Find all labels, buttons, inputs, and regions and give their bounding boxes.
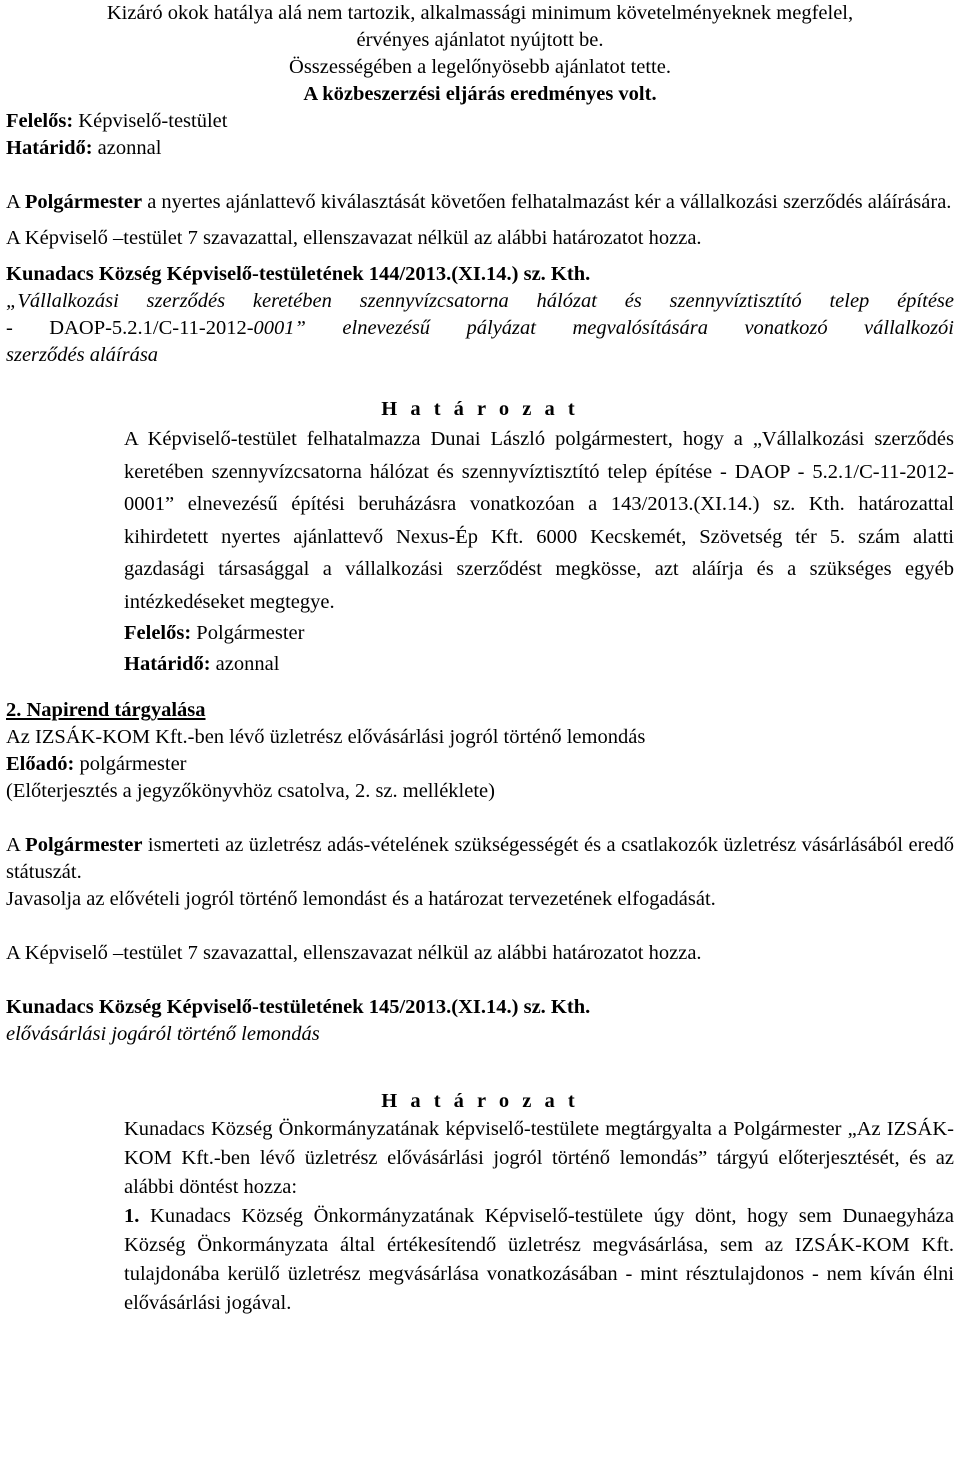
article: A [6,834,20,856]
responsible-value: Képviselő-testület [78,110,228,132]
mayor-label: Polgármester [24,191,143,213]
mayor-label: Polgármester [25,834,143,856]
deadline-value: azonnal [215,653,280,675]
responsible-label: Felelős: [6,110,74,132]
presenter-value: polgármester [79,753,187,775]
deadline-value: azonnal [97,137,162,159]
responsible-label: Felelős: [124,622,192,644]
resolution-144-responsible [124,618,954,649]
title-project-code: - DAOP-5.2.1/C-11-2012- [6,317,254,339]
agenda-2-subject: Az IZSÁK-KOM Kft.-ben lévő üzletrész elővásárlási jogról történő lemondás [6,726,646,748]
article: A [6,191,20,213]
agenda-2-presenter [6,751,954,778]
result-line-1: Kizáró okok hatálya alá nem tartozik, alkalmassági minimum követelményeknek megfelel, [106,2,854,24]
resolution-145-body: Kunadacs Község Önkormányzatának képviselő-testülete megtárgyalta a Polgármester „Az IZSÁK-KOM Kft.-ben lévő üzletrész elővásárlási jogról történő lemondás” tárgyú előterjesztését, és az alábbi döntést hozza: [124,1118,954,1198]
resolution-145-hatarozat: H a t á r o z a t [381,1090,579,1112]
resolution-144-title-line-1: „Vállalkozási szerződés keretében szennyvízcsatorna hálózat és szennyvíztisztító telep építése [6,290,954,312]
resolution-145-body-block [124,1115,954,1318]
resolution-144-title-line-3: szerződés aláírása [6,344,159,366]
responsible-line [6,108,954,135]
agenda-2-attachment: (Előterjesztés a jegyzőkönyvhöz csatolva, 2. sz. melléklete) [6,780,495,802]
resolution-145-point-1 [124,1202,954,1318]
agenda-2-heading: 2. Napirend tárgyalása [6,699,206,721]
resolution-144-hatarozat: H a t á r o z a t [381,398,579,420]
resolution-144-heading: Kunadacs Község Képviselő-testületének 144/2013.(XI.14.) sz. Kth. [6,263,591,285]
resolution-144-deadline [124,649,954,680]
mayor-intro-paragraph [6,832,954,886]
mayor-intro-text: ismerteti az üzletrész adás-vételének szükségességét és a csatlakozók üzletrész vásárlásából eredő státuszát. [6,834,954,883]
point-text: Kunadacs Község Önkormányzatának Képviselő-testülete úgy dönt, hogy sem Dunaegyháza Község Önkormányzata által értékesítendő üzletrész megvásárlása, sem az IZSÁK-KOM Kft. tulajdonába kerülő üzletrész megvásárlása vonatkozásában - mint résztulajdonos - nem kíván élni elővásárlási jogával. [124,1205,955,1314]
responsible-value: Polgármester [196,622,305,644]
deadline-label: Határidő: [124,653,211,675]
point-number: 1. [124,1205,140,1227]
vote-line-1: A Képviselő –testület 7 szavazattal, ellenszavazat nélkül az alábbi határozatot hozza. [6,227,702,249]
resolution-145-title: elővásárlási jogáról történő lemondás [6,1023,320,1045]
deadline-line [6,135,954,162]
resolution-144-title-line-2 [6,315,954,342]
mayor-request-text: a nyertes ajánlattevő kiválasztását követően felhatalmazást kér a vállalkozási szerződés aláírására. [147,191,952,213]
result-line-4: A közbeszerzési eljárás eredményes volt. [303,83,657,105]
result-line-3: Összességében a legelőnyösebb ajánlatot tette. [289,56,671,78]
title-project-desc: 0001” elnevezésű pályázat megvalósítására vonatkozó vállalkozói [253,317,954,339]
presenter-label: Előadó: [6,753,75,775]
resolution-145-heading: Kunadacs Község Képviselő-testületének 145/2013.(XI.14.) sz. Kth. [6,996,591,1018]
mayor-request-paragraph [6,189,954,216]
resolution-144-body: A Képviselő-testület felhatalmazza Dunai László polgármestert, hogy a „Vállalkozási szerződés keretében szennyvízcsatorna hálózat és szennyvíztisztító telep építése - DAOP - 5.2.1/C-11-2012-0001” elnevezésű építési beruházásra vonatkozóan a 143/2013.(XI.14.) sz. Kth. határozattal kihirdetett nyertes ajánlattevő Nexus-Ép Kft. 6000 Kecskemét, Szövetség tér 5. szám alatti gazdasági társasággal a vállalkozási szerződést megkösse, azt aláírja és a szükséges egyéb intézkedéseket megtegye. [124,428,954,613]
vote-line-2: A Képviselő –testület 7 szavazattal, ellenszavazat nélkül az alábbi határozatot hozza. [6,942,702,964]
proposal-line: Javasolja az elővételi jogról történő lemondást és a határozat tervezetének elfogadását. [6,888,716,910]
result-line-2: érvényes ajánlatot nyújtott be. [356,29,604,51]
deadline-label: Határidő: [6,137,93,159]
resolution-144-body-block [124,423,954,680]
document-page [6,0,954,1318]
